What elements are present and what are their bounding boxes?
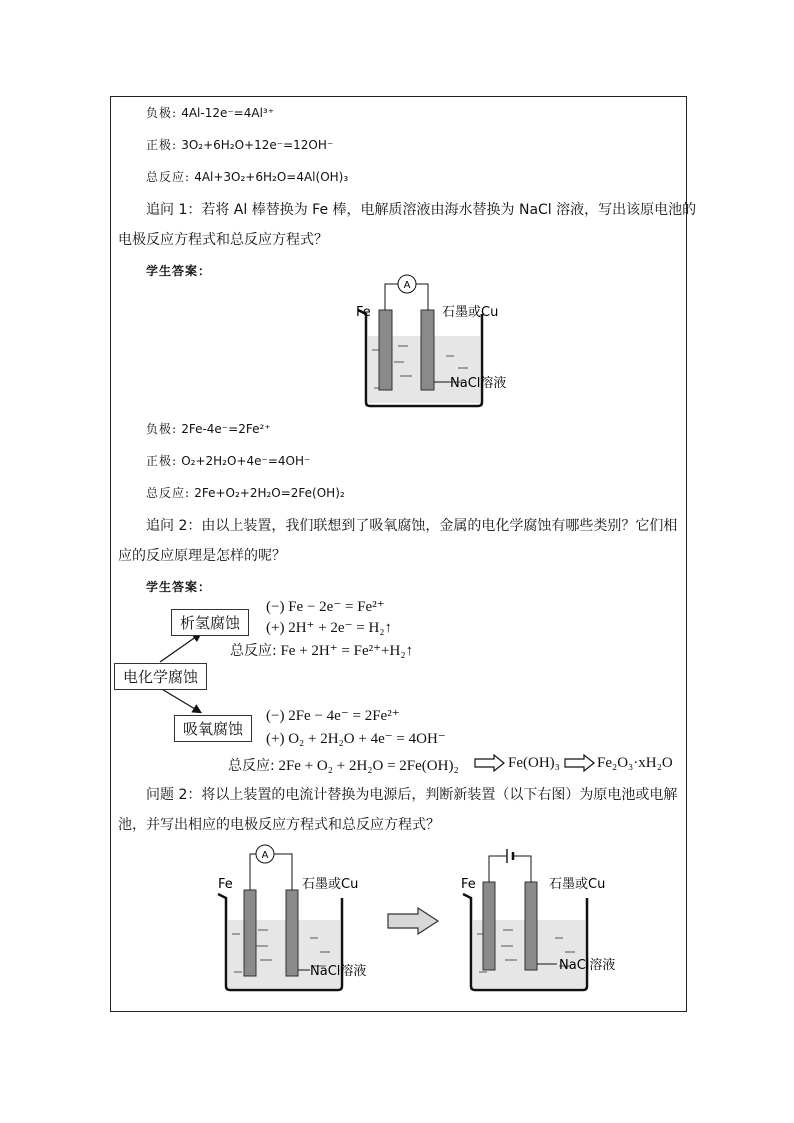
electrochemical-corrosion-box: 电化学腐蚀 xyxy=(114,663,207,690)
question-2-line-2: 应的反应原理是怎样的呢？ xyxy=(118,548,286,564)
solution-label: NaCl溶液 xyxy=(450,376,507,391)
question-3-line-1: 问题 2：将以上装置的电流计替换为电源后，判断新装置（以下右图）为原电池或电解 xyxy=(146,787,678,803)
hydrogen-negative-eq: (−) Fe − 2e⁻ = Fe²⁺ xyxy=(266,599,385,615)
right-electrode-label: 石墨或Cu xyxy=(302,877,359,892)
anode-equation: 2Fe-4e⁻=2Fe²⁺ xyxy=(181,422,271,436)
hydrogen-total-eq: Fe + 2H⁺ = Fe²⁺+H₂↑ xyxy=(280,643,414,659)
anode-equation: 4Al-12e⁻=4Al³⁺ xyxy=(181,106,275,120)
hydrogen-total-line xyxy=(230,640,413,660)
anode-line-2 xyxy=(146,420,271,437)
hydrogen-corrosion-box: 析氢腐蚀 xyxy=(171,609,249,636)
cathode-line-1 xyxy=(146,136,333,153)
student-answer-label-1: 学生答案： xyxy=(146,264,212,278)
total-equation: 4Al+3O₂+6H₂O=4Al(OH)₃ xyxy=(194,170,349,184)
oxygen-negative-eq: (−) 2Fe − 4e⁻ = 2Fe²⁺ xyxy=(266,708,400,724)
right-electrode-label: 石墨或Cu xyxy=(442,305,499,320)
cathode-label: 正极: xyxy=(146,454,178,468)
question-3-line-2: 池，并写出相应的电极反应方程式和总反应方程式？ xyxy=(118,817,440,833)
total-label: 总反应: xyxy=(146,170,191,184)
galvanic-cell-diagram-1 xyxy=(350,270,520,412)
anode-label: 负极: xyxy=(146,106,178,120)
cathode-equation: 3O₂+6H₂O+12e⁻=12OH⁻ xyxy=(181,138,334,152)
left-electrode-label: Fe xyxy=(461,877,476,892)
student-answer-label-2: 学生答案： xyxy=(146,580,212,594)
right-electrode-label: 石墨或Cu xyxy=(549,877,606,892)
hollow-arrow-icon xyxy=(474,754,506,772)
total-label: 总反应: xyxy=(228,758,275,774)
ammeter-label: A xyxy=(403,280,411,291)
oxygen-total-line xyxy=(228,755,459,775)
question-1-line-1: 追问 1：若将 Al 棒替换为 Fe 棒，电解质溶液由海水替换为 NaCl 溶液，写出该原电池的 xyxy=(146,202,697,218)
left-electrode-label: Fe xyxy=(356,305,371,320)
solution-label: NaCl溶液 xyxy=(559,958,616,973)
electrolytic-cell-diagram xyxy=(455,840,625,1000)
total-equation: 2Fe+O₂+2H₂O=2Fe(OH)₂ xyxy=(194,486,345,500)
oxygen-corrosion-box: 吸氧腐蚀 xyxy=(174,715,252,742)
anode-line-1 xyxy=(146,104,274,121)
total-label: 总反应: xyxy=(146,486,191,500)
total-label: 总反应: xyxy=(230,643,277,659)
ammeter-label: A xyxy=(261,850,269,861)
left-electrode-label: Fe xyxy=(218,877,233,892)
total-line-2 xyxy=(146,484,345,501)
cathode-line-2 xyxy=(146,452,310,469)
total-line-1 xyxy=(146,168,348,185)
cathode-label: 正极: xyxy=(146,138,178,152)
oxygen-positive-eq: (+) O₂ + 2H₂O + 4e⁻ = 4OH⁻ xyxy=(266,731,446,747)
oxygen-total-eq: 2Fe + O₂ + 2H₂O = 2Fe(OH)₂ xyxy=(278,758,459,774)
question-2-line-1: 追问 2：由以上装置，我们联想到了吸氧腐蚀，金属的电化学腐蚀有哪些类别？它们相 xyxy=(146,518,678,534)
question-1-line-2: 电极反应方程式和总反应方程式？ xyxy=(118,232,328,248)
oxygen-step-fe-oh3: Fe(OH)₃ xyxy=(508,755,560,771)
transition-arrow-icon xyxy=(386,906,440,936)
galvanic-cell-diagram-2 xyxy=(210,838,380,998)
cathode-equation: O₂+2H₂O+4e⁻=4OH⁻ xyxy=(181,454,311,468)
oxygen-step-rust: Fe₂O₃·xH₂O xyxy=(597,755,673,771)
solution-label: NaCl溶液 xyxy=(310,964,367,979)
hydrogen-positive-eq: (+) 2H⁺ + 2e⁻ = H₂↑ xyxy=(266,620,393,636)
hollow-arrow-icon xyxy=(564,754,596,772)
anode-label: 负极: xyxy=(146,422,178,436)
